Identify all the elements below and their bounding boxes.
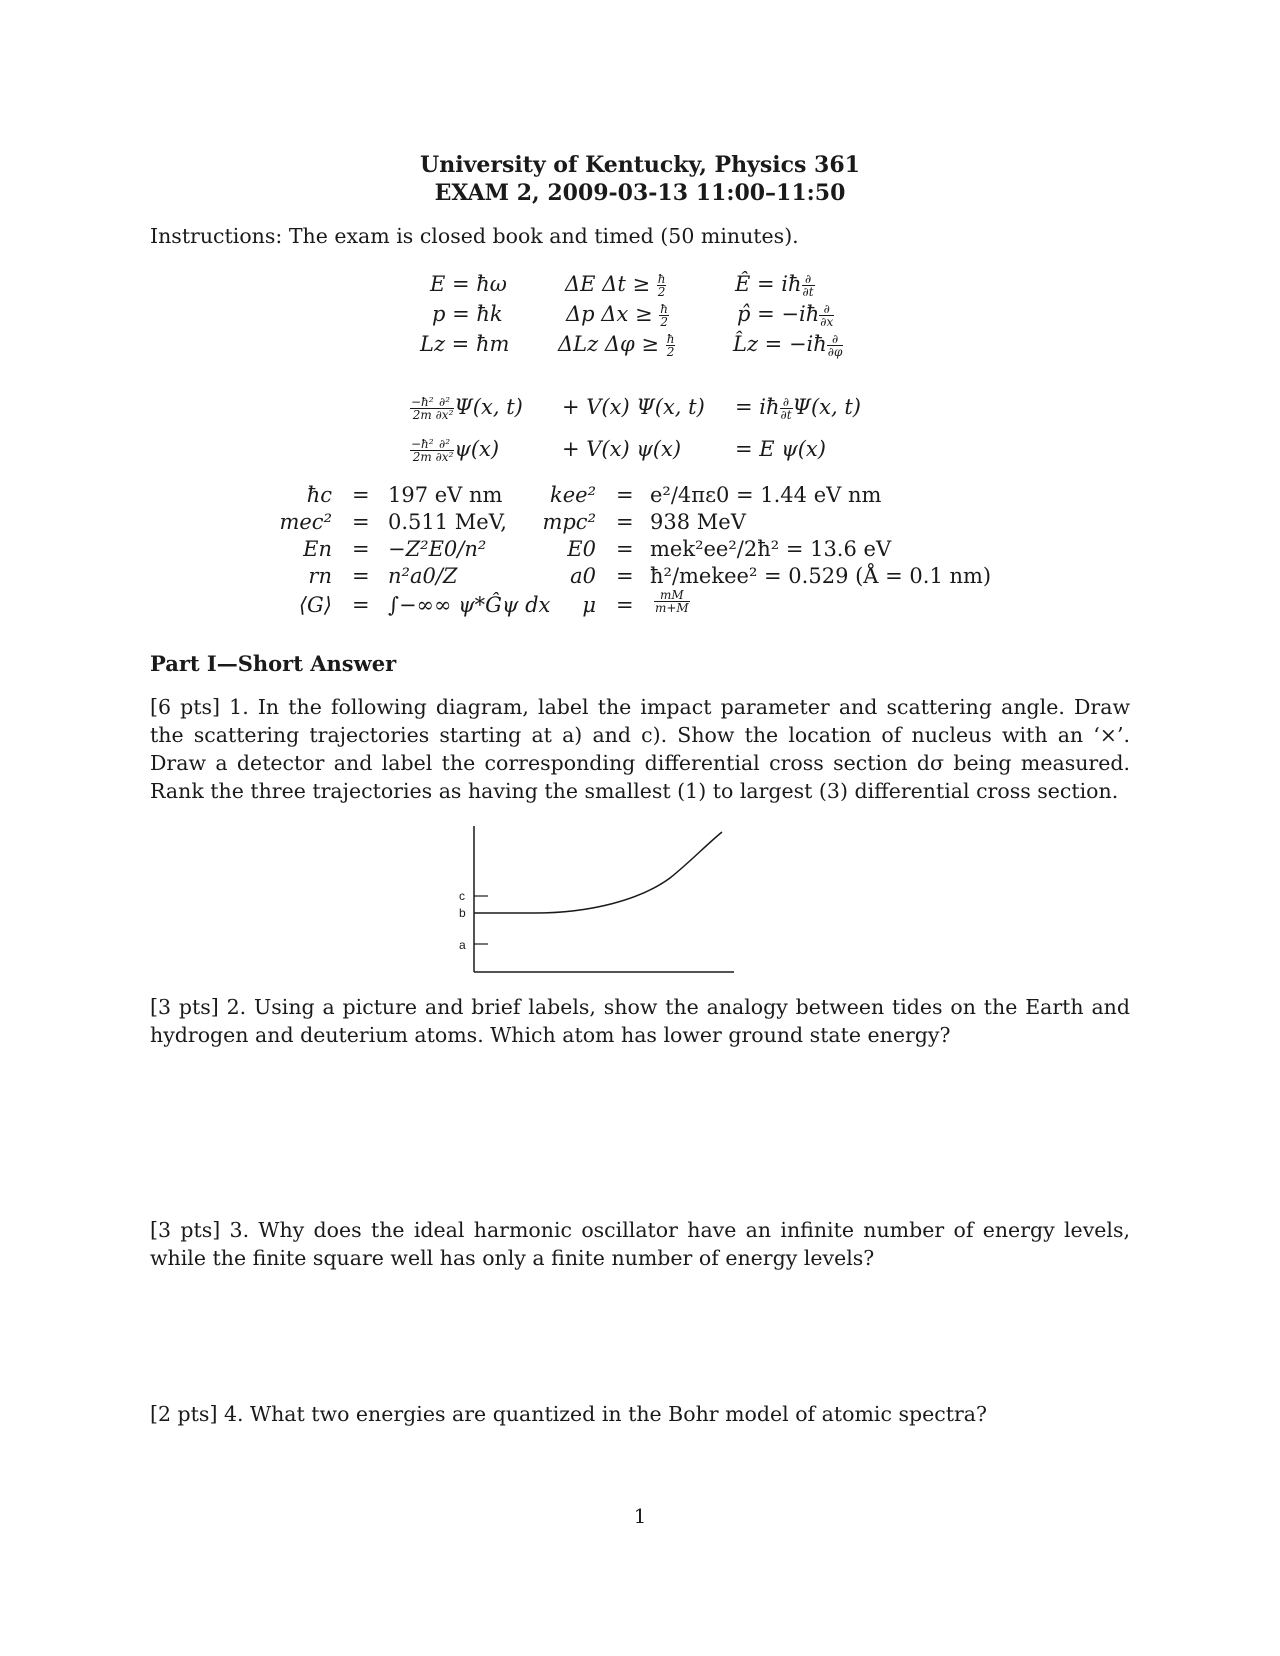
frac-den: ∂x xyxy=(820,315,834,329)
second-derivative-frac xyxy=(435,438,455,463)
const-eq-sign: = xyxy=(352,564,370,588)
tdse-right-pre: = iħ xyxy=(735,395,780,419)
hbar-over-2-frac xyxy=(657,273,667,298)
tdse-potential: + V(x) Ψ(x, t) xyxy=(562,395,705,419)
momentum-operator xyxy=(737,302,834,328)
formula-energy-omega: E = ħω xyxy=(430,272,507,296)
frac-num: ∂ xyxy=(819,303,834,316)
reduced-mass-frac xyxy=(654,589,690,614)
kinetic-frac xyxy=(410,438,435,463)
uncertainty-momentum-position xyxy=(566,302,669,328)
frac-num: mM xyxy=(654,589,690,602)
const-mp-c2-rhs: 938 MeV xyxy=(650,510,746,534)
frac-num: ħ xyxy=(660,302,668,316)
const-eq-sign: = xyxy=(352,483,370,507)
const-eq-sign: = xyxy=(616,564,634,588)
hbar-over-2-frac xyxy=(666,333,676,358)
label-c: c xyxy=(459,889,465,903)
tdse-psi: Ψ(x, t) xyxy=(454,395,523,419)
frac-den: ∂t xyxy=(802,285,814,299)
frac-den: 2m xyxy=(412,408,432,422)
exam-title-line1: University of Kentucky, Physics 361 xyxy=(420,152,860,178)
const-mp-c2-lhs: mpc² xyxy=(542,510,596,534)
const-expect-lhs: ⟨G⟩ xyxy=(298,593,332,617)
const-rn-rhs: n²a0/Z xyxy=(388,564,458,588)
const-e0-rhs: mek²ee²/2ħ² = 13.6 eV xyxy=(650,537,892,561)
label-b: b xyxy=(459,906,466,920)
formula-momentum-k: p = ħk xyxy=(432,302,503,326)
second-derivative-frac xyxy=(435,396,455,421)
uncertainty-energy-time-text: ΔE Δt ≥ xyxy=(565,272,651,296)
const-e0-lhs: E0 xyxy=(567,537,596,561)
trajectory-b-curve xyxy=(474,832,722,913)
frac-den: 2 xyxy=(660,315,668,329)
energy-operator xyxy=(735,272,815,298)
const-en-lhs: En xyxy=(303,537,332,561)
frac-den: ∂x² xyxy=(435,408,454,422)
frac-den: ∂φ xyxy=(827,345,843,359)
const-ke-e2-lhs: kee² xyxy=(550,483,596,507)
kinetic-frac xyxy=(410,396,435,421)
frac-num: ∂ xyxy=(827,333,844,346)
frac-den: ∂t xyxy=(780,408,792,422)
energy-operator-text: Ê = iħ xyxy=(735,272,802,296)
instructions: Instructions: The exam is closed book and timed (50 minutes). xyxy=(150,224,799,248)
const-rn-lhs: rn xyxy=(308,564,332,588)
const-hbar-c-lhs: ħc xyxy=(306,483,332,507)
frac-den: m+M xyxy=(655,601,689,615)
const-me-c2-rhs: 0.511 MeV, xyxy=(388,510,507,534)
const-eq-sign: = xyxy=(352,593,370,617)
question-3: [3 pts] 3. Why does the ideal harmonic oscillator have an infinite number of energy levels, while the finite square well has only a finite number of energy levels? xyxy=(150,1218,1130,1270)
const-mu-rhs xyxy=(654,588,690,614)
const-ke-e2-rhs: e²/4πε0 = 1.44 eV nm xyxy=(650,483,882,507)
const-eq-sign: = xyxy=(616,510,634,534)
label-a: a xyxy=(459,938,466,952)
page-number: 1 xyxy=(633,1504,647,1528)
frac-den: ∂x² xyxy=(435,450,454,464)
scattering-diagram xyxy=(440,820,740,980)
tdse-left xyxy=(410,395,523,421)
const-eq-sign: = xyxy=(616,593,634,617)
const-eq-sign: = xyxy=(352,510,370,534)
partial-t-frac xyxy=(802,273,815,298)
tise-right: = E ψ(x) xyxy=(735,437,826,461)
const-a0-lhs: a0 xyxy=(570,564,596,588)
formula-lz-m: Lz = ħm xyxy=(420,332,510,356)
const-en-rhs: −Z²E0/n² xyxy=(388,537,487,561)
frac-den: 2m xyxy=(412,450,432,464)
uncertainty-energy-time xyxy=(565,272,666,298)
frac-den: 2 xyxy=(657,285,666,299)
tdse-right-post: Ψ(x, t) xyxy=(792,395,861,419)
frac-num: −ħ² xyxy=(411,395,434,409)
tise-left xyxy=(410,437,499,463)
question-4: [2 pts] 4. What two energies are quantized in the Bohr model of atomic spectra? xyxy=(150,1402,987,1426)
tise-psi: ψ(x) xyxy=(454,437,500,461)
const-eq-sign: = xyxy=(616,483,634,507)
const-a0-rhs: ħ²/mekee² = 0.529 (Å = 0.1 nm) xyxy=(650,564,992,588)
question-1: [6 pts] 1. In the following diagram, label the impact parameter and scattering angle. Draw the scattering trajectories starting at a) and c). Show the location of nucleus with an ‘×’. Draw a detector and label the corresponding differential cross section dσ being measured. Rank the three trajectories as having the smallest (1) to largest (3) differential cross section. xyxy=(150,695,1130,803)
const-eq-sign: = xyxy=(352,537,370,561)
frac-num: ∂ xyxy=(802,273,815,286)
question-2: [3 pts] 2. Using a picture and brief labels, show the analogy between tides on the Earth and hydrogen and deuterium atoms. Which atom has lower ground state energy? xyxy=(150,995,1130,1047)
const-expect-rhs: ∫−∞∞ ψ*Ĝψ dx xyxy=(388,593,551,617)
frac-num: −ħ² xyxy=(411,437,434,451)
exam-title-line2: EXAM 2, 2009-03-13 11:00–11:50 xyxy=(434,180,846,206)
lz-operator-text: L̂z = −iħ xyxy=(733,332,827,356)
part1-heading: Part I—Short Answer xyxy=(150,651,397,676)
hbar-over-2-frac xyxy=(659,303,669,328)
partial-phi-frac xyxy=(827,333,844,358)
frac-num: ∂² xyxy=(435,438,455,451)
frac-den: 2 xyxy=(666,345,675,359)
tise-potential: + V(x) ψ(x) xyxy=(562,437,682,461)
partial-x-frac xyxy=(819,303,834,328)
frac-num: ħ xyxy=(657,272,666,286)
lz-operator xyxy=(733,332,843,358)
partial-t-frac xyxy=(780,396,793,421)
uncertainty-momentum-position-text: Δp Δx ≥ xyxy=(566,302,653,326)
tdse-right xyxy=(735,395,861,421)
const-mu-lhs: μ xyxy=(582,593,596,617)
const-eq-sign: = xyxy=(616,537,634,561)
uncertainty-angular xyxy=(558,332,675,358)
frac-num: ∂ xyxy=(780,396,793,409)
momentum-operator-text: p̂ = −iħ xyxy=(737,302,820,326)
const-hbar-c-rhs: 197 eV nm xyxy=(388,483,503,507)
uncertainty-angular-text: ΔLz Δφ ≥ xyxy=(558,332,659,356)
frac-num: ħ xyxy=(666,332,675,346)
const-me-c2-lhs: mec² xyxy=(279,510,332,534)
frac-num: ∂² xyxy=(435,396,455,409)
